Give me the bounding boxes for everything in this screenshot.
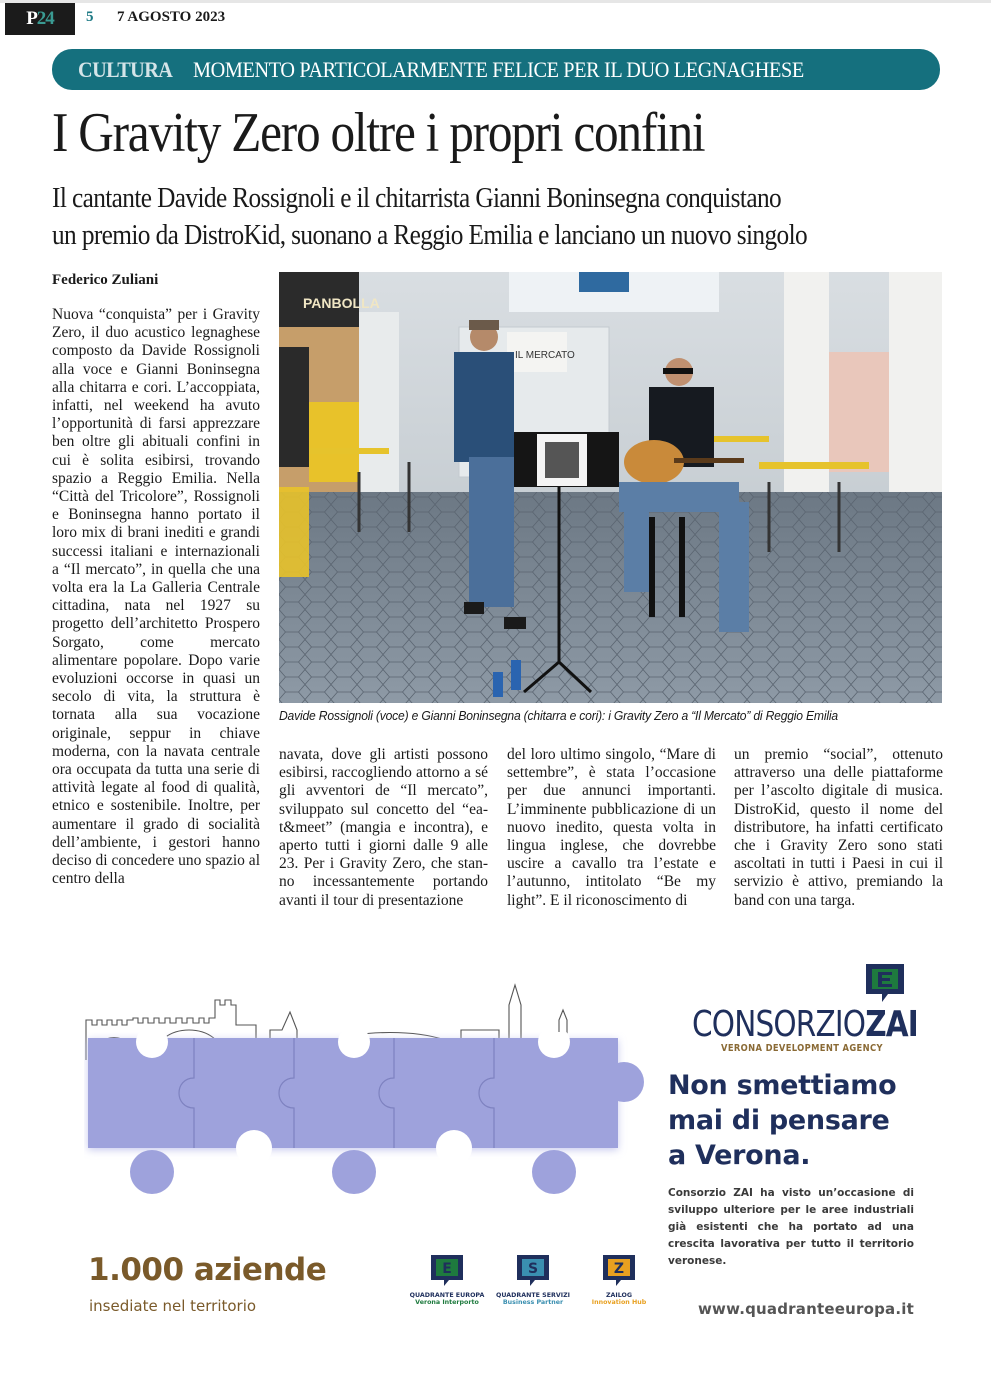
zailog-icon	[600, 1252, 638, 1290]
ad-headline-line: Non smettiamo	[668, 1070, 897, 1101]
issue-date: 7 AGOSTO 2023	[117, 9, 226, 25]
partner-subtitle: Business Partner	[502, 1299, 564, 1306]
sign-panbolla: PANBOLLA	[303, 295, 380, 311]
article-column-1	[52, 306, 260, 889]
partner-quadrante-servizi	[496, 1252, 570, 1322]
ad-website-link[interactable]: www.quadranteeuropa.it	[698, 1300, 914, 1318]
page-header	[0, 0, 991, 36]
column-text: navata, dove gli artisti possono esibirsi, raccogliendo attorno a sé gli avventori de “Il mercato”, sviluppato sul concetto del “eat&meet” (mangia e incontra), e aperto tutti i giorni dalle 9 alle 23. Per i Gravity Zero, che stanno incessantemente portando avanti il tour di presentazione	[279, 746, 488, 909]
photo-caption: Davide Rossignoli (voce) e Gianni Boninsegna (chitarra e cori): i Gravity Zero a “Il Mercato” di Reggio Emilia	[279, 709, 838, 723]
partner-quadrante-europa	[410, 1252, 484, 1322]
subhead-line: Il cantante Davide Rossignoli e il chitarrista Gianni Boninsegna conquistano	[52, 182, 782, 214]
section-label: CULTURA	[78, 56, 173, 82]
brand-tagline: VERONA DEVELOPMENT AGENCY	[721, 1043, 883, 1054]
kicker-text: MOMENTO PARTICOLARMENTE FELICE PER IL DUO LEGNAGHESE	[192, 56, 804, 82]
advertisement-consorzio-zai[interactable]	[0, 950, 991, 1350]
puzzle-pieces-illustration	[84, 1032, 644, 1202]
page-number: 5	[86, 9, 94, 25]
article-column-2	[279, 746, 488, 910]
quadrante-servizi-icon	[514, 1252, 552, 1290]
svg-text:E: E	[442, 1261, 452, 1277]
header-rule	[0, 0, 991, 3]
article-column-4	[734, 746, 943, 910]
partner-zailog	[582, 1252, 656, 1322]
partner-name: QUADRANTE EUROPA	[409, 1292, 485, 1299]
svg-text:Z: Z	[613, 1261, 625, 1277]
column-text: Nuova “conquista” per i Gravity Zero, il duo acustico legnaghese composto da Davide Rossignoli alla voce e Gianni Boninsegna alla chitarra e cori. L’accoppiata, infatti, nel weekend ha avuto l’opportunità di farsi apprezzare ben oltre gli abituali confini in cui è solita esibirsi, trovando spazio a Reggio Emilia. Nella “Città del Tricolore”, Rossignoli e Boninsegna hanno portato il loro mix di brani inediti e grandi successi italiani e internazionali a “Il mercato”, in quella che una volta era la La Galleria Centrale cittadina, nata nel 1927 su progetto dell’architetto Prospero Sorgato, come mercato alimentare popolare. Dopo varie evoluzioni occorse in quasi un secolo di vita, la struttura è tornata alla sua vocazione originale, seppur in chiave moderna, con la navata centrale ora occupata da tutta una serie di attività legate al food di qualità, etnico e sostenibile. Inoltre, per aumentare il grado di socialità dell’ambiente, i gestori hanno deciso di concedere uno spazio al centro della	[52, 306, 260, 888]
quadrante-europa-icon	[428, 1252, 466, 1290]
brand-accent: ZAI	[865, 1004, 918, 1045]
article-subheadline	[52, 180, 942, 254]
logo-letter: P	[26, 8, 37, 29]
performance-photo-illustration	[279, 272, 942, 703]
svg-text:S: S	[527, 1261, 539, 1277]
brand-name: CONSORZIO	[692, 1004, 866, 1045]
author-byline: Federico Zuliani	[52, 272, 159, 288]
article-photo	[279, 272, 942, 703]
article-column-3	[507, 746, 716, 910]
consorzio-zai-wordmark	[692, 1004, 918, 1045]
column-text: del loro ultimo singolo, “Mare di settembre”, è stata l’occasione per due annunci importanti. L’imminente pubblicazione di un nuovo inedito, questa volta in lingua inglese, che dovrebbe uscire a cavallo tra l’estate e l’autunno, intitolato “Be my light”. E il riconoscimento di	[507, 746, 716, 909]
newspaper-logo	[5, 3, 75, 35]
sign-il-mercato: IL MERCATO	[515, 350, 575, 361]
partner-subtitle: Verona Interporto	[415, 1299, 479, 1306]
partner-name: QUADRANTE SERVIZI	[496, 1292, 570, 1299]
partner-name: ZAILOG	[605, 1292, 633, 1299]
consorzio-zai-logo-icon	[862, 960, 908, 1006]
ad-headline-line: mai di pensare	[668, 1105, 890, 1136]
column-text: un premio “social”, ottenuto attraverso una delle piattaforme per l’ascolto digitale di musica. DistroKid, questo il nome del distributore, ha infatti certificato che i Gravity Zero sono stati ascoltati in tutti i Paesi in cui il servizio è attivo, premiando la band con una targa.	[734, 746, 943, 909]
logo-number: 24	[36, 8, 54, 29]
ad-headline	[668, 1068, 896, 1173]
partner-logos	[410, 1252, 660, 1322]
ad-headline-line: a Verona.	[668, 1140, 811, 1171]
article-headline: I Gravity Zero oltre i propri confini	[52, 102, 705, 164]
subhead-line: un premio da DistroKid, suonano a Reggio Emilia e lanciano un nuovo singolo	[52, 219, 808, 251]
partner-subtitle: Innovation Hub	[591, 1299, 647, 1306]
ad-company-count-subtitle: insediate nel territorio	[89, 1297, 257, 1315]
section-kicker-banner	[52, 49, 940, 90]
ad-company-count: 1.000 aziende	[88, 1252, 327, 1288]
ad-body-text: Consorzio ZAI ha visto un’occasione di sviluppo ulteriore per le aree industriali già esistenti che ha portato ad una crescita lavorativa per tutto il territorio veronese.	[668, 1187, 914, 1267]
